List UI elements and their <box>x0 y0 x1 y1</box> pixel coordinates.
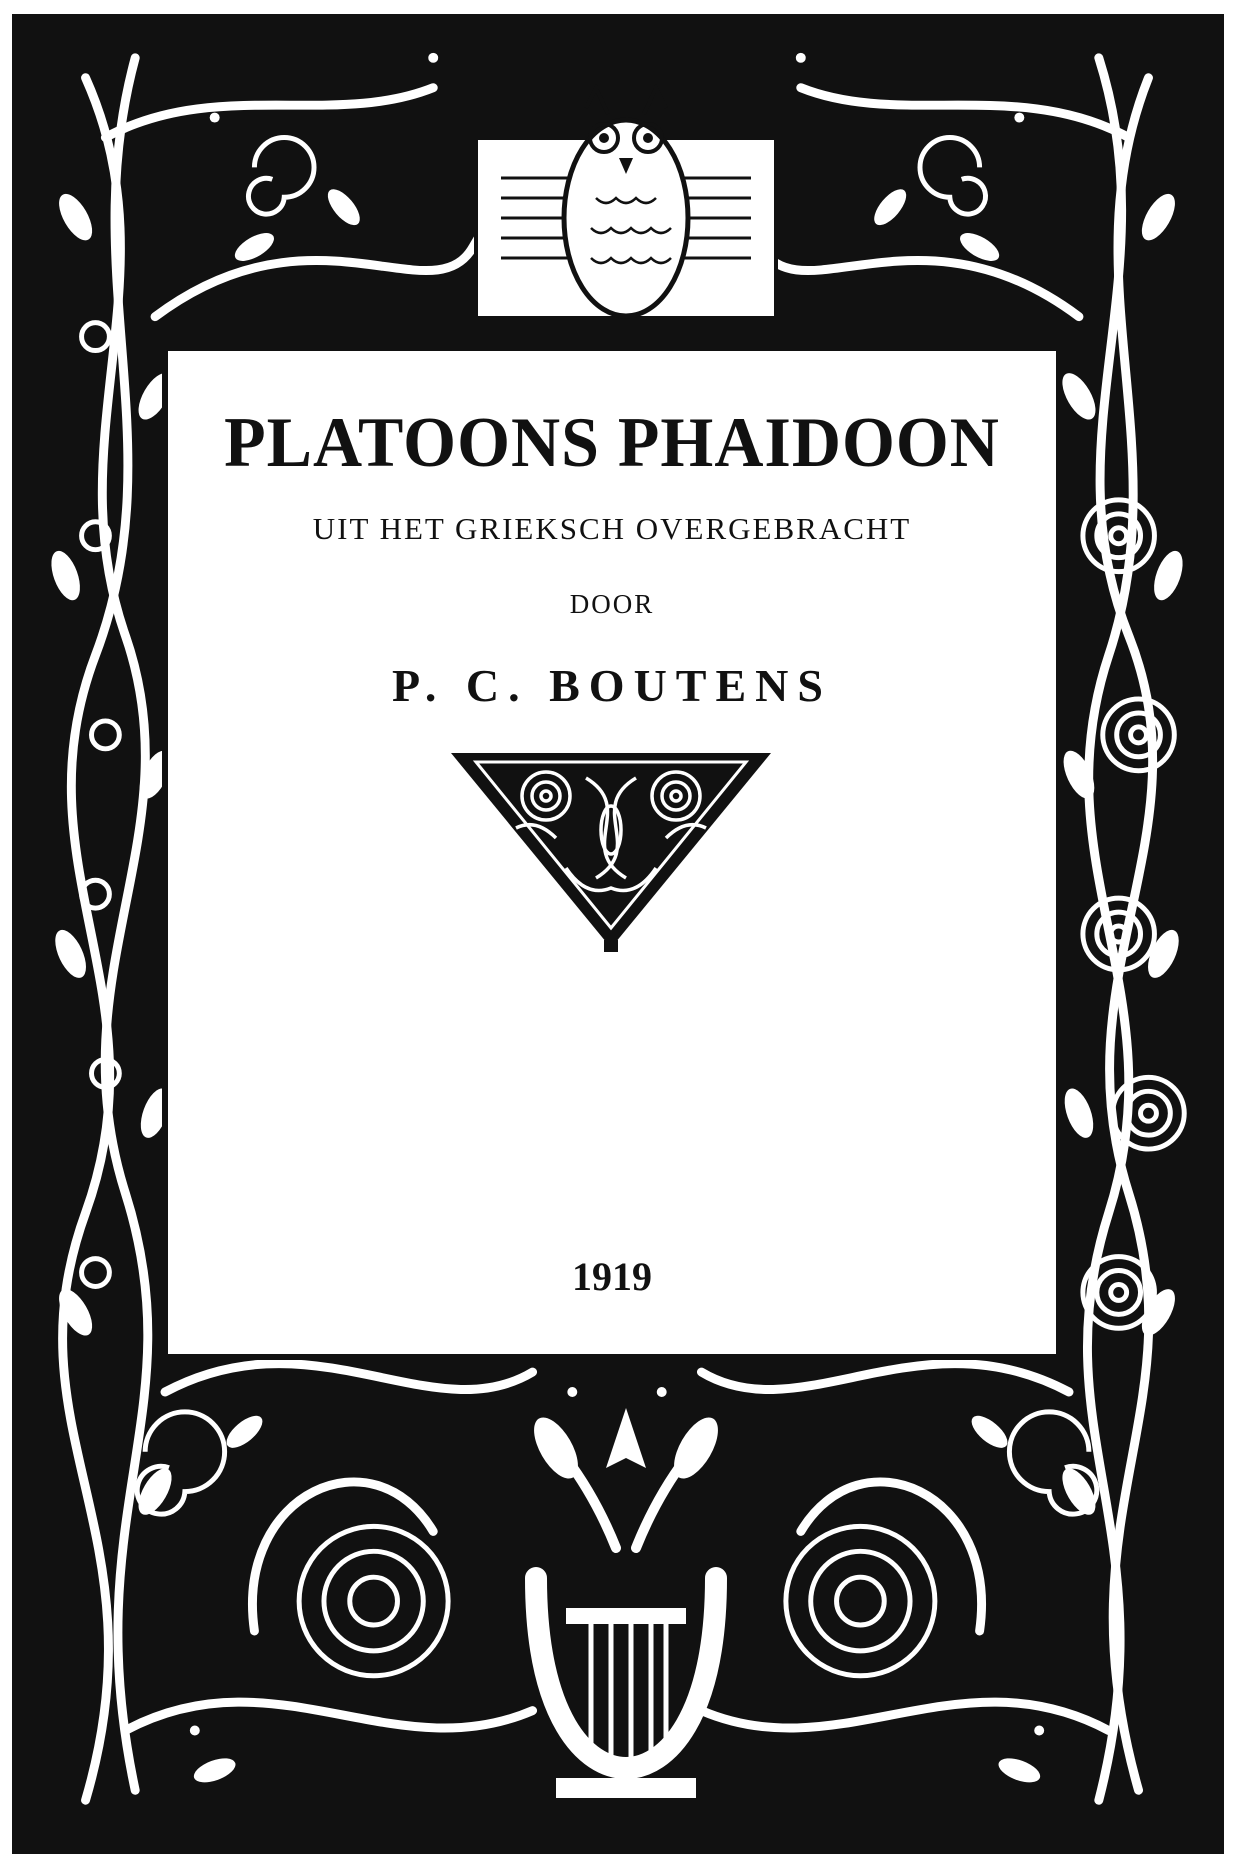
lyre-with-flowers-icon <box>496 1388 756 1818</box>
owl-on-book-icon <box>456 58 796 328</box>
title-panel <box>162 345 1062 1360</box>
rose-triangle-vignette <box>446 748 776 958</box>
book-title: PLATOONS PHAIDOON <box>224 402 1000 482</box>
publication-year: 1919 <box>572 1254 652 1299</box>
author-name: P. C. BOUTENS <box>392 660 832 711</box>
by-label: DOOR <box>569 589 655 619</box>
book-subtitle: UIT HET GRIEKSCH OVERGEBRACHT <box>312 511 912 546</box>
